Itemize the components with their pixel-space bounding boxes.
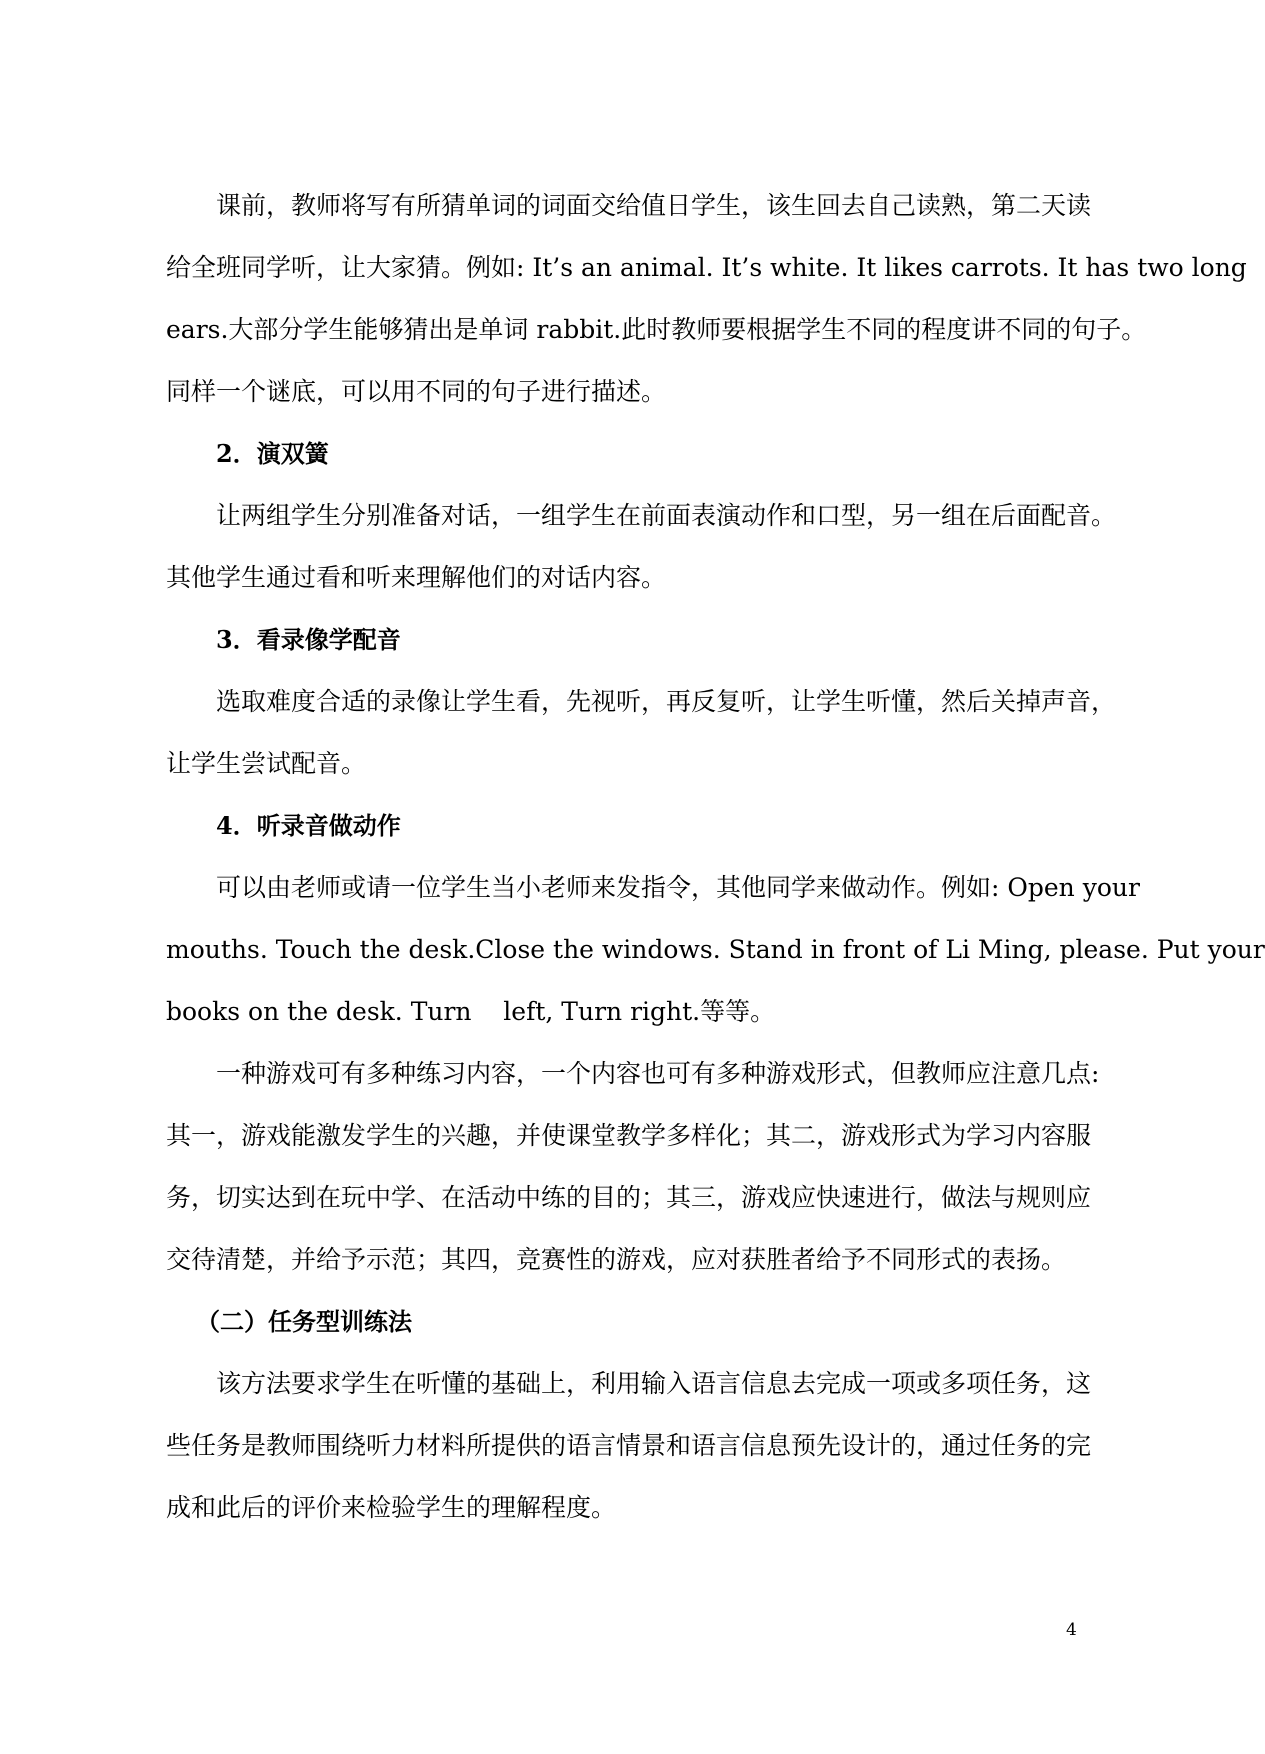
paragraph-line: 给全班同学听，让大家猜。例如: It’s an animal. It’s white. It likes carrots. It has two long — [166, 253, 1247, 282]
paragraph-line: 同样一个谜底，可以用不同的句子进行描述。 — [166, 377, 667, 406]
page-number: 4 — [1066, 1620, 1077, 1640]
paragraph-line: 可以由老师或请一位学生当小老师来发指令，其他同学来做动作。例如: Open your — [216, 873, 1140, 902]
section-heading-task: （二）任务型训练法 — [196, 1307, 412, 1336]
paragraph-line: 交待清楚，并给予示范；其四，竞赛性的游戏，应对获胜者给予不同形式的表扬。 — [166, 1245, 1067, 1274]
paragraph-line: 让两组学生分别准备对话，一组学生在前面表演动作和口型，另一组在后面配音。 — [216, 501, 1117, 530]
paragraph-line: 些任务是教师围绕听力材料所提供的语言情景和语言信息预先设计的，通过任务的完 — [166, 1431, 1092, 1460]
paragraph-line: 该方法要求学生在听懂的基础上，利用输入语言信息去完成一项或多项任务，这 — [216, 1369, 1092, 1398]
section-heading-2: 2．演双簧 — [216, 439, 329, 468]
paragraph-line: 选取难度合适的录像让学生看，先视听，再反复听，让学生听懂，然后关掉声音， — [216, 687, 1117, 716]
paragraph-line: 一种游戏可有多种练习内容，一个内容也可有多种游戏形式，但教师应注意几点: — [216, 1059, 1100, 1088]
section-heading-3: 3．看录像学配音 — [216, 625, 401, 654]
paragraph-line: 让学生尝试配音。 — [166, 749, 367, 778]
paragraph-line: 务，切实达到在玩中学、在活动中练的目的；其三，游戏应快速进行，做法与规则应 — [166, 1183, 1092, 1212]
section-heading-4: 4．听录音做动作 — [216, 811, 401, 840]
paragraph-line: 成和此后的评价来检验学生的理解程度。 — [166, 1493, 617, 1522]
paragraph-line: ears.大部分学生能够猜出是单词 rabbit.此时教师要根据学生不同的程度讲不同的句子。 — [166, 315, 1147, 344]
paragraph-line: 课前，教师将写有所猜单词的词面交给值日学生，该生回去自己读熟，第二天读 — [216, 191, 1092, 220]
paragraph-line: books on the desk. Turn left, Turn right.等等。 — [166, 997, 776, 1026]
paragraph-line: 其他学生通过看和听来理解他们的对话内容。 — [166, 563, 667, 592]
paragraph-line: 其一，游戏能激发学生的兴趣，并使课堂教学多样化；其二，游戏形式为学习内容服 — [166, 1121, 1092, 1150]
paragraph-line: mouths. Touch the desk.Close the windows. Stand in front of Li Ming, please. Put your — [166, 935, 1265, 964]
